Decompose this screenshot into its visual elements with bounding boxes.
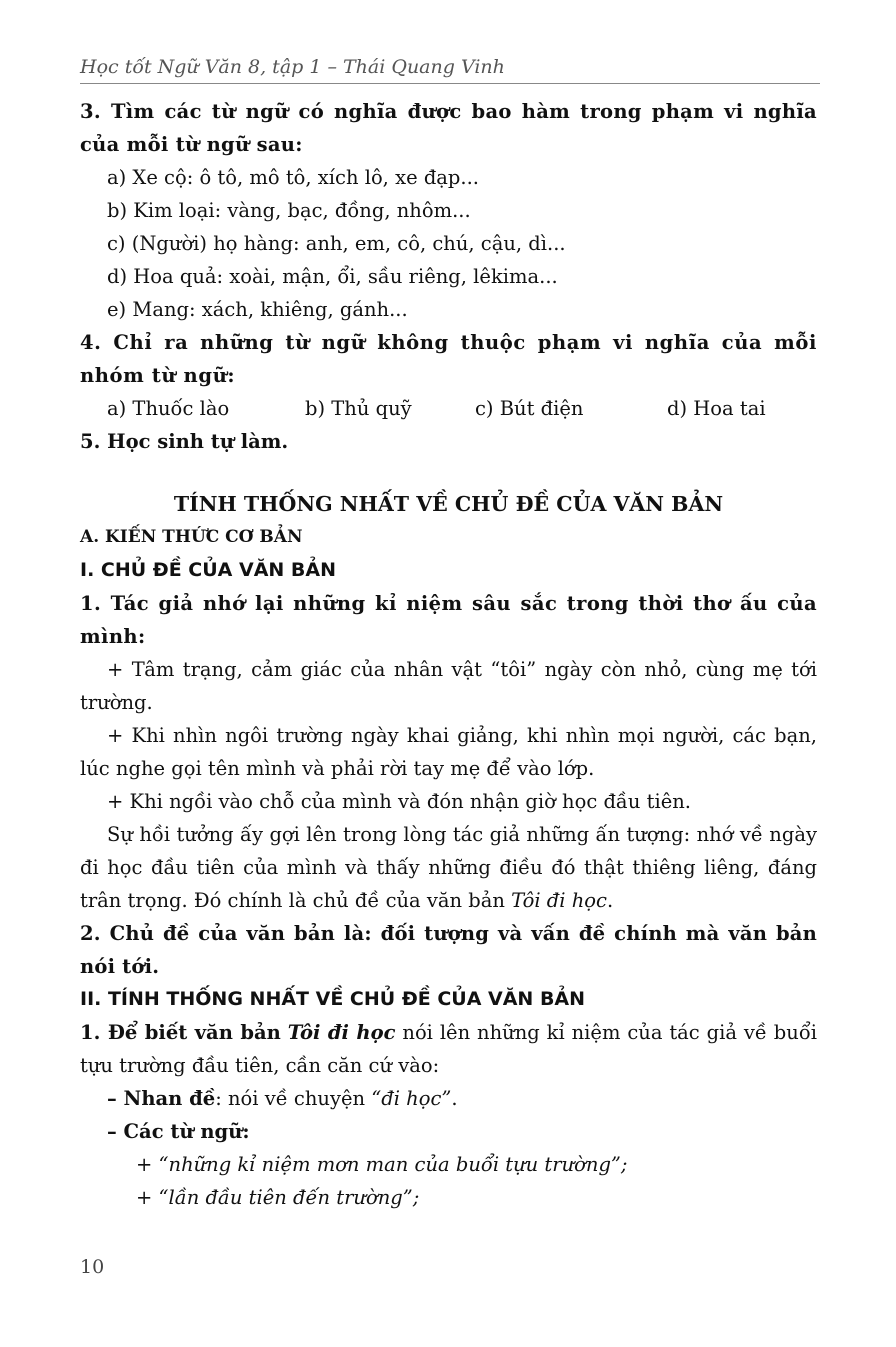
i1-title: 1. Tác giả nhớ lại những kỉ niệm sâu sắc trong thời thơ ấu của mình: (80, 592, 817, 648)
nhan-de-quote: “đi học” (371, 1087, 452, 1110)
q4-options (80, 392, 817, 425)
q4-option-d: d) Hoa tai (667, 397, 766, 420)
question-5: 5. Học sinh tự làm. (80, 430, 289, 453)
header-rule (80, 83, 820, 84)
quote-2 (80, 1181, 817, 1214)
running-header: Học tốt Ngữ Văn 8, tập 1 – Thái Quang Vinh (80, 56, 505, 78)
quote-2-text: + “lần đầu tiên đến trường”; (136, 1186, 420, 1209)
i1-bullet-3: + Khi ngồi vào chỗ của mình và đón nhận giờ học đầu tiên. (107, 790, 692, 813)
nhan-de-label: – Nhan đề (107, 1087, 216, 1110)
q3-item-e: e) Mang: xách, khiêng, gánh... (107, 298, 408, 321)
q3-item-d: d) Hoa quả: xoài, mận, ổi, sầu riêng, lêkima... (107, 265, 558, 288)
cac-tu-ngu-label: – Các từ ngữ: (107, 1120, 250, 1143)
i1-summary-title: Tôi đi học (511, 889, 607, 912)
i1-summary-text: Sự hồi tưởng ấy gợi lên trong lòng tác giả những ấn tượng: nhớ về ngày đi học đầu tiên của mình và thấy những điều đó thật thiêng liêng, đáng trân trọng. Đó chính là chủ đề của văn bản (80, 823, 817, 912)
ii1-work: Tôi đi học (287, 1021, 396, 1044)
q3-item-b: b) Kim loại: vàng, bạc, đồng, nhôm... (107, 199, 471, 222)
quote-1 (80, 1148, 817, 1181)
i2-title: 2. Chủ đề của văn bản là: đối tượng và vấn đề chính mà văn bản nói tới. (80, 922, 817, 978)
part-a-heading: A. KIẾN THỨC CƠ BẢN (80, 527, 303, 547)
q4-option-c: c) Bút điện (475, 397, 584, 420)
nhan-de-line (80, 1082, 817, 1115)
nhan-de-text: : nói về chuyện (215, 1087, 372, 1110)
i1-bullet-1: + Tâm trạng, cảm giác của nhân vật “tôi” ngày còn nhỏ, cùng mẹ tới trường. (80, 658, 817, 714)
i1-summary-end: . (606, 889, 614, 912)
quote-1-text: + “những kỉ niệm mơn man của buổi tựu trường”; (136, 1153, 628, 1176)
i1-summary (80, 818, 817, 917)
q4-option-a: a) Thuốc lào (107, 397, 230, 420)
ii1-paragraph (80, 1016, 817, 1082)
q4-option-b: b) Thủ quỹ (305, 397, 412, 420)
section-title: TÍNH THỐNG NHẤT VỀ CHỦ ĐỀ CỦA VĂN BẢN (173, 492, 724, 516)
part-i-heading: I. CHỦ ĐỀ CỦA VĂN BẢN (80, 559, 337, 581)
part-ii-heading: II. TÍNH THỐNG NHẤT VỀ CHỦ ĐỀ CỦA VĂN BẢN (80, 988, 586, 1010)
i1-bullet-2: + Khi nhìn ngôi trường ngày khai giảng, khi nhìn mọi người, các bạn, lúc nghe gọi tên mình và phải rời tay mẹ để vào lớp. (80, 724, 817, 780)
ii1-lead: 1. Để biết văn bản (80, 1021, 281, 1044)
page-number: 10 (80, 1256, 105, 1278)
question-4-title: 4. Chỉ ra những từ ngữ không thuộc phạm vi nghĩa của mỗi nhóm từ ngữ: (80, 331, 817, 387)
ii1-rest: nói lên những kỉ niệm của tác giả về buổi tựu trường đầu tiên, cần căn cứ vào: (80, 1021, 817, 1077)
q3-item-c: c) (Người) họ hàng: anh, em, cô, chú, cậu, dì... (107, 232, 566, 255)
nhan-de-end: . (451, 1087, 458, 1110)
question-3-title: 3. Tìm các từ ngữ có nghĩa được bao hàm trong phạm vi nghĩa của mỗi từ ngữ sau: (80, 100, 817, 156)
q3-item-a: a) Xe cộ: ô tô, mô tô, xích lô, xe đạp... (107, 166, 480, 189)
page-content (80, 95, 817, 1214)
